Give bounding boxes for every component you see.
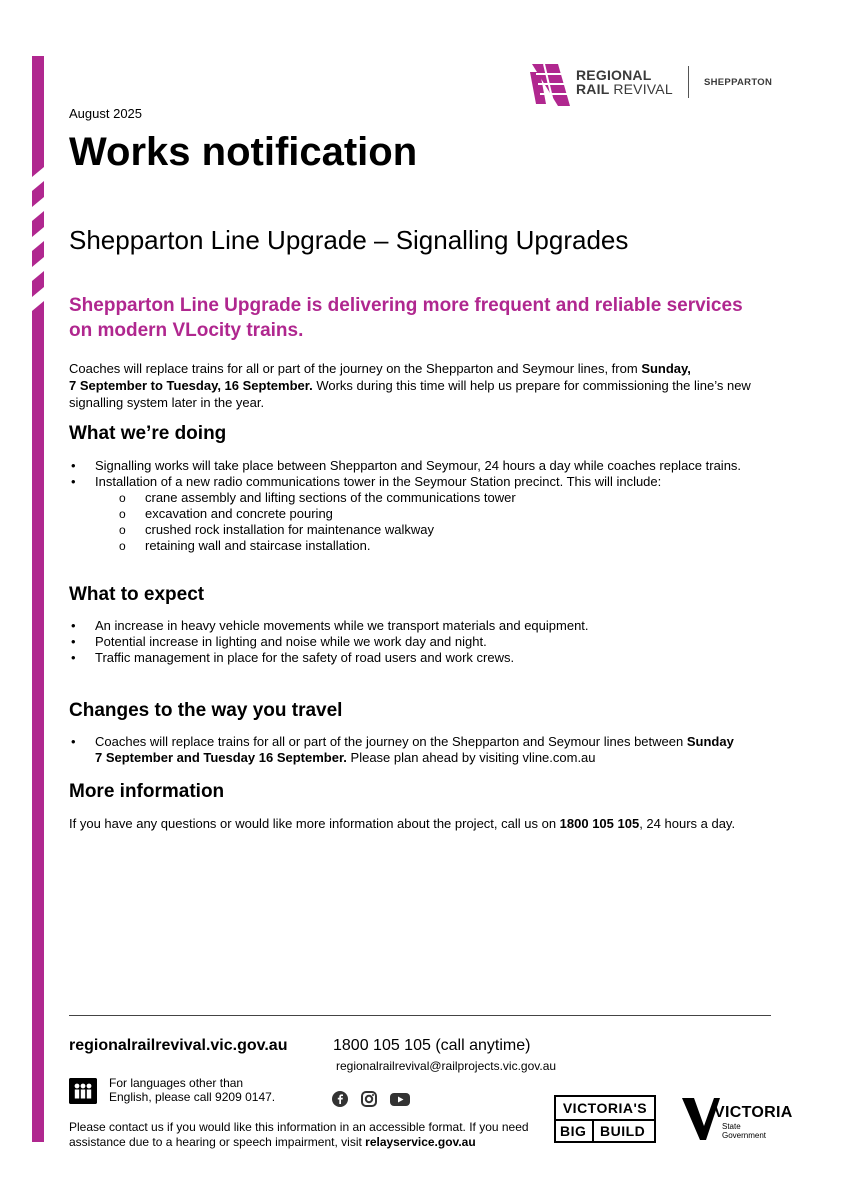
logo-divider	[688, 66, 689, 98]
sub-list-item: o crane assembly and lifting sections of the communications tower	[95, 490, 774, 506]
list-item: • Potential increase in lighting and noise while we work day and night.	[69, 634, 774, 650]
more-info-heading: More information	[69, 781, 225, 802]
state-government-label: State Government	[722, 1122, 767, 1140]
sub-list-item: o excavation and concrete pouring	[95, 506, 774, 522]
youtube-icon[interactable]	[389, 1090, 411, 1108]
languages-note: For languages other than English, please call 9209 0147.	[109, 1076, 276, 1104]
list-item: • Traffic management in place for the safety of road users and work crews.	[69, 650, 774, 666]
region-label: SHEPPARTON	[704, 77, 773, 88]
list-item: • Signalling works will take place between Shepparton and Seymour, 24 hours a day while coaches replace trains.	[69, 458, 774, 474]
page-subtitle: Shepparton Line Upgrade – Signalling Upgrades	[69, 225, 629, 255]
sub-list-item: o crushed rock installation for maintenance walkway	[95, 522, 774, 538]
footer-divider	[69, 1015, 771, 1016]
facebook-icon[interactable]	[331, 1090, 349, 1108]
website-link[interactable]: regionalrailrevival.vic.gov.au	[69, 1037, 288, 1054]
side-accent-bar	[32, 56, 44, 1142]
expect-heading: What to expect	[69, 584, 205, 605]
lead-statement: Shepparton Line Upgrade is delivering more frequent and reliable services on modern VLocity trains.	[69, 295, 743, 341]
brand-logo-text: REGIONAL RAIL REVIVAL	[576, 67, 673, 97]
victoria-wordmark: VICTORIA	[714, 1104, 793, 1121]
list-item: • Installation of a new radio communications tower in the Seymour Station precinct. This will include: o crane assembly and lifting sections of the communications tower o excavation and concrete pouring o crushed rock installation for maintenance walkway o retaining wall and staircase installation.	[69, 474, 774, 554]
list-item: • Coaches will replace trains for all or part of the journey on the Shepparton and Seymour lines between Sunday 7 September and Tuesday 16 September. Please plan ahead by visiting vline.com.au	[69, 734, 774, 766]
doing-sublist	[95, 490, 774, 554]
doing-list	[69, 458, 774, 554]
accessibility-note: Please contact us if you would like this information in an accessible format. If you need assistance due to a hearing or speech impairment, visit relayservice.gov.au	[69, 1120, 529, 1149]
list-item: • An increase in heavy vehicle movements while we transport materials and equipment.	[69, 618, 774, 634]
interpreter-icon	[69, 1078, 97, 1104]
issue-date: August 2025	[69, 106, 143, 121]
doing-heading: What we’re doing	[69, 423, 227, 444]
relay-service-link[interactable]: relayservice.gov.au	[365, 1135, 476, 1149]
page-title: Works notification	[69, 130, 418, 174]
expect-list	[69, 618, 774, 666]
sub-list-item: o retaining wall and staircase installation.	[95, 538, 774, 554]
regional-rail-revival-logo-mark	[528, 60, 572, 110]
travel-heading: Changes to the way you travel	[69, 700, 343, 721]
contact-phone: 1800 105 105 (call anytime)	[333, 1037, 531, 1054]
more-info-text: If you have any questions or would like more information about the project, call us on 1800 105 105, 24 hours a day.	[69, 816, 736, 831]
victorias-big-build-logo: VICTORIA'S BIG BUILD	[554, 1095, 656, 1143]
contact-email[interactable]: regionalrailrevival@railprojects.vic.gov.au	[336, 1059, 557, 1073]
instagram-icon[interactable]	[360, 1090, 378, 1108]
intro-paragraph: Coaches will replace trains for all or part of the journey on the Shepparton and Seymour lines, from Sunday, 7 September to Tuesday, 16 September. Works during this time will help us prepare for commissioning the line’s new signalling system later in the year.	[69, 361, 751, 410]
travel-list	[69, 734, 774, 766]
